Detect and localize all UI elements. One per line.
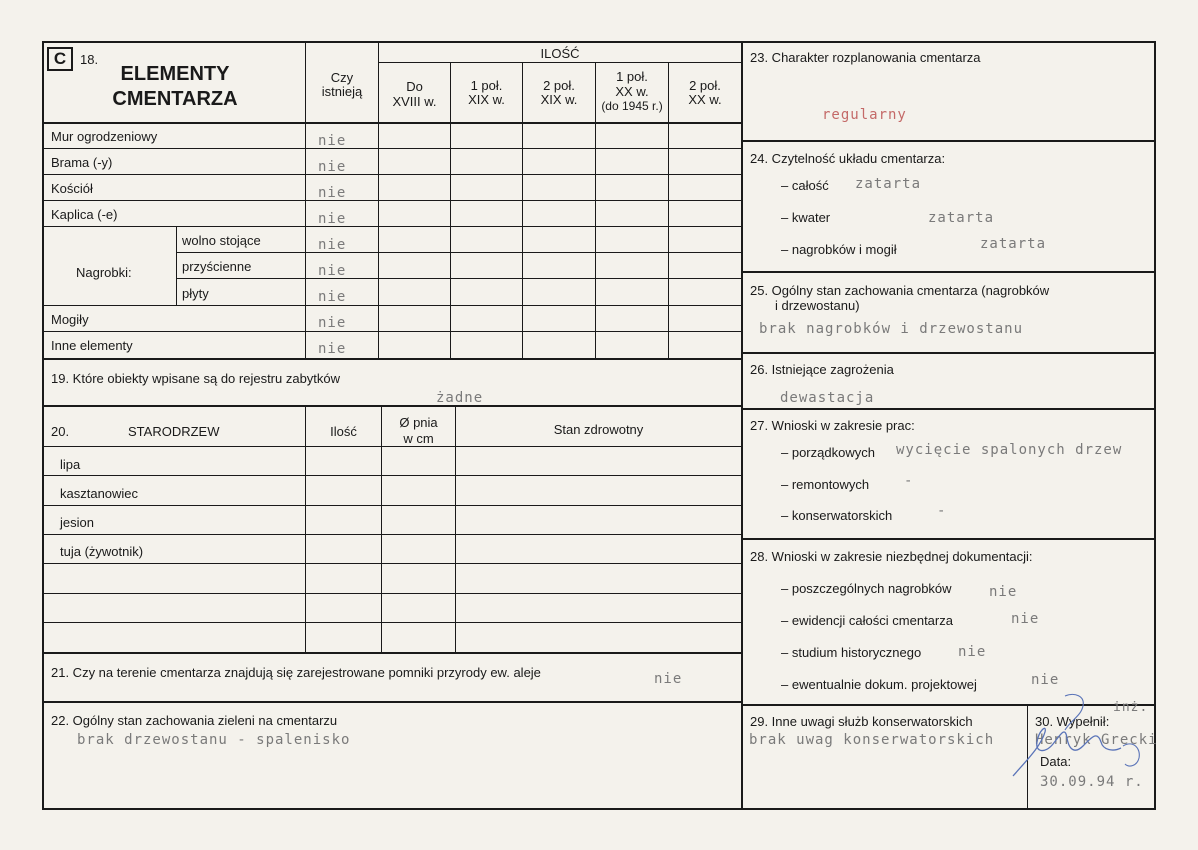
col-xx1-label: 1 poł.: [616, 69, 648, 84]
element-exists-value: nie: [318, 341, 347, 357]
q25-label: 25. Ogólny stan zachowania cmentarza (nagrobków: [750, 283, 1050, 298]
q29-answer: brak uwag konserwatorskich: [749, 732, 995, 748]
q28-item-answer: nie: [989, 584, 1018, 600]
q28-item-answer: nie: [958, 644, 987, 660]
element-row-label: wolno stojące: [182, 233, 261, 248]
col-xx2-label: 2 poł.: [689, 78, 721, 93]
q27-item-answer: -: [904, 473, 914, 489]
q25-label-2: i drzewostanu): [775, 298, 860, 313]
q28-item-label: – ewidencji całości cmentarza: [781, 613, 953, 628]
element-exists-value: nie: [318, 211, 347, 227]
element-row-label: Mogiły: [51, 312, 89, 327]
q30-name: Henryk Grecki: [1035, 732, 1158, 748]
col-xix1-label-2: XIX w.: [468, 92, 505, 107]
q28-item-answer: nie: [1031, 672, 1060, 688]
q30-title: inż.: [1113, 700, 1149, 715]
q24-item-answer: zatarta: [855, 176, 922, 192]
element-exists-value: nie: [318, 133, 347, 149]
element-exists-value: nie: [318, 315, 347, 331]
quantity-header: ILOŚĆ: [540, 46, 580, 61]
q24-item-label: – kwater: [781, 210, 831, 225]
element-row-label: płyty: [182, 286, 209, 301]
q30-label: 30. Wypełnił:: [1035, 714, 1110, 729]
tree-row-label: tuja (żywotnik): [60, 544, 144, 559]
q27-item-label: – porządkowych: [781, 445, 875, 460]
q25-answer: brak nagrobków i drzewostanu: [759, 321, 1024, 337]
section-number: 18.: [80, 52, 99, 67]
element-exists-value: nie: [318, 263, 347, 279]
section-title-line2: CMENTARZA: [112, 88, 238, 110]
element-row-label: Mur ogrodzeniowy: [51, 129, 158, 144]
q28-item-label: – studium historycznego: [781, 645, 922, 660]
q26-label: 26. Istniejące zagrożenia: [750, 362, 894, 377]
q27-item-answer: -: [937, 503, 947, 519]
col-xx1-label-2: XX w.: [615, 84, 649, 99]
q27-label: 27. Wnioski w zakresie prac:: [750, 418, 915, 433]
element-row-label: przyścienne: [182, 259, 252, 274]
q22-answer: brak drzewostanu - spalenisko: [77, 732, 351, 748]
graves-group-label: Nagrobki:: [76, 265, 132, 280]
q28-label: 28. Wnioski w zakresie niezbędnej dokumentacji:: [750, 549, 1033, 564]
element-exists-value: nie: [318, 159, 347, 175]
col-xix1-label: 1 poł.: [470, 78, 503, 93]
trees-col-diameter-2: w cm: [403, 431, 434, 446]
section-letter-box: C: [47, 47, 73, 71]
col-exists-label-2: istnieją: [321, 84, 363, 99]
q21-label: 21. Czy na terenie cmentarza znajdują się zarejestrowane pomniki przyrody ew. aleje: [51, 665, 541, 680]
section-title-line1: ELEMENTY: [120, 63, 230, 85]
q24-item-answer: zatarta: [928, 210, 995, 226]
tree-row-label: jesion: [60, 515, 94, 530]
element-row-label: Kaplica (-e): [51, 207, 118, 222]
tree-row-label: lipa: [60, 457, 81, 472]
q24-item-answer: zatarta: [980, 236, 1047, 252]
trees-col-health: Stan zdrowotny: [553, 422, 644, 437]
element-row-label: Kościół: [51, 181, 93, 196]
element-exists-value: nie: [318, 289, 347, 305]
element-row-label: Inne elementy: [51, 338, 133, 353]
q23-answer: regularny: [822, 107, 907, 123]
col-xviii-label-2: XVIII w.: [392, 94, 437, 109]
trees-col-qty: Ilość: [330, 424, 357, 439]
signature-icon: [1005, 690, 1155, 790]
trees-number: 20.: [51, 424, 70, 439]
trees-header: STARODRZEW: [128, 424, 220, 439]
q28-item-label: – ewentualnie dokum. projektowej: [781, 677, 977, 692]
q27-item-label: – remontowych: [781, 477, 870, 492]
element-row-label: Brama (-y): [51, 155, 113, 170]
q30-date-label: Data:: [1040, 754, 1072, 769]
q24-item-label: – całość: [781, 178, 829, 193]
q30-date: 30.09.94 r.: [1040, 774, 1144, 790]
q21-answer: nie: [654, 671, 683, 687]
q26-answer: dewastacja: [780, 390, 875, 406]
trees-col-diameter: Ø pnia: [399, 415, 438, 430]
q23-label: 23. Charakter rozplanowania cmentarza: [750, 50, 981, 65]
q27-item-label: – konserwatorskich: [781, 508, 893, 523]
col-exists-label: Czy: [330, 70, 354, 85]
q19-label: 19. Które obiekty wpisane są do rejestru zabytków: [51, 371, 341, 386]
col-xx1-label-3: (do 1945 r.): [601, 99, 663, 113]
col-xx2-label-2: XX w.: [688, 92, 722, 107]
element-exists-value: nie: [318, 185, 347, 201]
tree-row-label: kasztanowiec: [60, 486, 139, 501]
element-exists-value: nie: [318, 237, 347, 253]
q24-item-label: – nagrobków i mogił: [781, 242, 897, 257]
col-xix2-label: 2 poł.: [543, 78, 575, 93]
col-xviii-label: Do: [406, 79, 423, 94]
col-xix2-label-2: XIX w.: [540, 92, 578, 107]
q27-item-answer: wycięcie spalonych drzew: [896, 442, 1123, 458]
q29-label: 29. Inne uwagi służb konserwatorskich: [750, 714, 973, 729]
q28-item-label: – poszczególnych nagrobków: [781, 581, 952, 596]
q22-label: 22. Ogólny stan zachowania zieleni na cmentarzu: [51, 713, 338, 728]
q28-item-answer: nie: [1011, 611, 1040, 627]
q24-label: 24. Czytelność układu cmentarza:: [750, 151, 946, 166]
q19-answer: żadne: [436, 390, 484, 406]
